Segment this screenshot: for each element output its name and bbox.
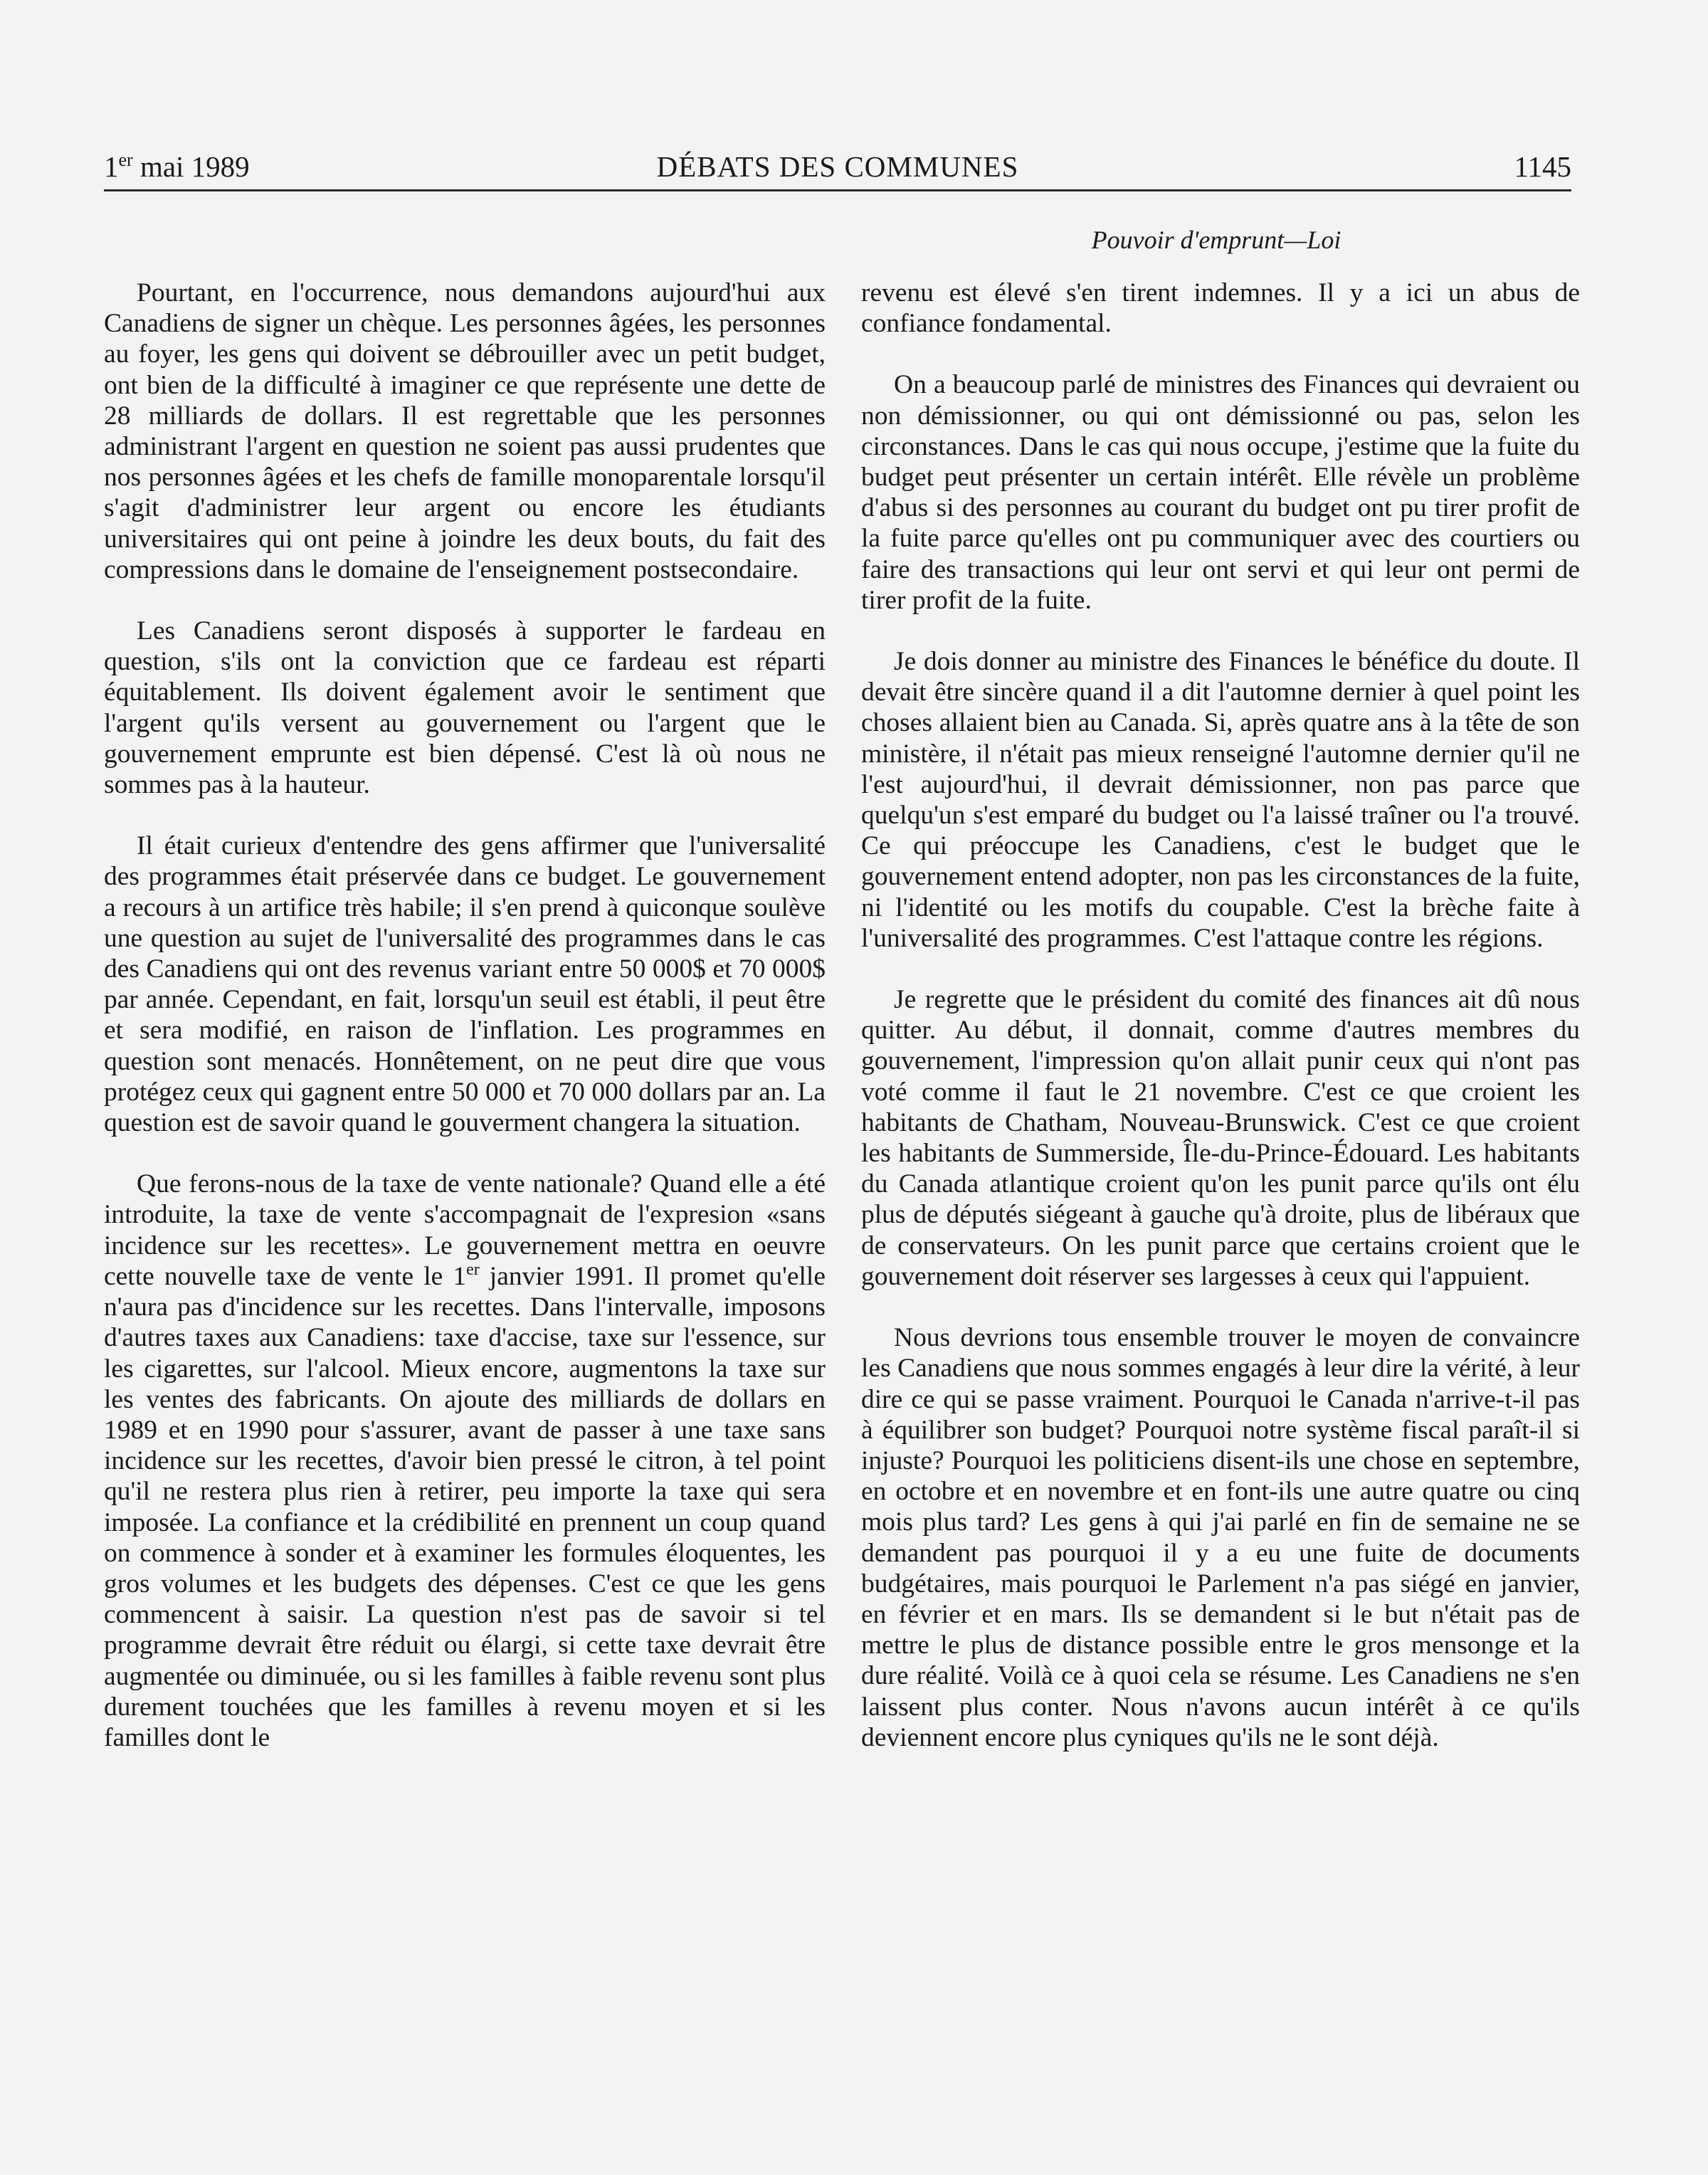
paragraph: Nous devrions tous ensemble trouver le moyen de convaincre les Canadiens que nous sommes engagés à leur dire la vérité, à leur dire ce qui se passe vraiment. Pourquoi le Canada n'arrive-t-il pas à équilibrer son budget? Pourquoi notre système fiscal paraît-il si injuste? Pourquoi les politiciens disent-ils une chose en septembre, en octobre et en novembre et en font-ils une autre quatre ou cinq mois plus tard? Les gens à qui j'ai parlé en fin de semaine ne se demandent pas pourquoi il y a eu une fuite de documents budgétaires, mais pourquoi le Parlement n'a pas siégé en janvier, en février et en mars. Ils se demandent si le but n'était pas de mettre le plus de distance possible entre le gros mensonge et la dure réalité. Voilà ce à quoi cela se résume. Les Canadiens ne s'en laissent plus conter. Nous n'avons aucun intérêt à ce qu'ils deviennent encore plus cyniques qu'ils ne le sont déjà. [861, 1323, 1580, 1752]
paragraph-text: janvier 1991. Il promet qu'elle n'aura pas d'incidence sur les recettes. Dans l'intervalle, imposons d'autres taxes aux Canadiens: taxe d'accise, taxe sur l'essence, sur les cigarettes, sur l'alcool. Mieux encore, augmentons la taxe sur les ventes des fabricants. On ajoute des milliards de dollars en 1989 et en 1990 pour s'assurer, avant de passer à une taxe sans incidence sur les recettes, d'avoir bien pressé le citron, à tel point qu'il ne restera plus rien à retirer, peu importe la taxe qui sera imposée. La confiance et la crédibilité en prennent un coup quand on commence à sonder et à examiner les formules éloquentes, les gros volumes et les budgets des dépenses. C'est ce que les gens commencent à saisir. La question n'est pas de savoir si tel programme devrait être réduit ou élargi, si cette taxe devrait être augmentée ou diminuée, ou si les familles à faible revenu sont plus durement touchées que les familles à revenu moyen et si les familles dont le [104, 1261, 826, 1752]
right-column [861, 278, 1580, 1784]
header-date-day: 1 [104, 150, 119, 183]
paragraph: Les Canadiens seront disposés à supporter le fardeau en question, s'ils ont la conviction que ce fardeau est réparti équitablement. Ils doivent également avoir le sentiment que l'argent qu'ils versent au gouvernement ou l'argent que le gouvernement emprunte est bien dépensé. C'est là où nous ne sommes pas à la hauteur. [104, 616, 826, 800]
page-number: 1145 [1514, 150, 1571, 183]
header-title: DÉBATS DES COMMUNES [656, 150, 1019, 183]
paragraph: Pourtant, en l'occurrence, nous demandons aujourd'hui aux Canadiens de signer un chèque. Les personnes âgées, les personnes au foyer, les gens qui doivent se débrouiller avec un petit budget, ont bien de la difficulté à imaginer ce que représente une dette de 28 milliards de dollars. Il est regrettable que les personnes administrant l'argent en question ne soient pas aussi prudentes que nos personnes âgées et les chefs de famille monoparentale lorsqu'il s'agit d'administrer leur argent ou encore les étudiants universitaires qui ont peine à joindre les deux bouts, du fait des compressions dans le domaine de l'enseignement postsecondaire. [104, 278, 826, 584]
header-rule [104, 189, 1571, 191]
paragraph-continued: revenu est élevé s'en tirent indemnes. Il y a ici un abus de confiance fondamental. [861, 278, 1580, 339]
paragraph-superscript: er [466, 1260, 480, 1279]
paragraph [104, 1169, 826, 1753]
paragraph: Je dois donner au ministre des Finances le bénéfice du doute. Il devait être sincère quand il a dit l'automne dernier à quel point les choses allaient bien au Canada. Si, après quatre ans à la tête de son ministère, il n'était pas mieux renseigné l'automne dernier qu'il ne l'est aujourd'hui, il devrait démissionner, non pas parce que quelqu'un s'est emparé du budget ou l'a laissé traîner ou l'a trouvé. Ce qui préoccupe les Canadiens, c'est le budget que le gouvernement entend adopter, non pas les circonstances de la fuite, ni l'identité ou les motifs du coupable. C'est la brèche faite à l'universalité des programmes. C'est l'attaque contre les régions. [861, 647, 1580, 953]
running-title: Pouvoir d'emprunt—Loi [1091, 226, 1341, 254]
paragraph: On a beaucoup parlé de ministres des Finances qui devraient ou non démissionner, ou qui ont démissionné ou pas, selon les circonstances. Dans le cas qui nous occupe, j'estime que la fuite du budget peut présenter un certain intérêt. Elle révèle un problème d'abus si des personnes au courant du budget ont pu tirer profit de la fuite parce qu'elles ont pu communiquer avec des courtiers ou faire des transactions qui leur ont servi et qui leur ont permi de tirer profit de la fuite. [861, 370, 1580, 615]
page-header [104, 145, 1571, 188]
paragraph-text: Que ferons-nous de la taxe de vente nationale? Quand elle a été introduite, la taxe de vente s'accompagnait de l'expresion «sans incidence sur les recettes». Le gouvernement mettra en oeuvre cette nouvelle taxe de vente le 1 [104, 1169, 826, 1291]
header-date-superscript: er [118, 149, 133, 170]
paragraph: Je regrette que le président du comité des finances ait dû nous quitter. Au début, il donnait, comme d'autres membres du gouvernement, l'impression qu'on allait punir ceux qui n'ont pas voté comme il faut le 21 novembre. C'est ce que croient les habitants de Chatham, Nouveau-Brunswick. C'est ce que croient les habitants de Summerside, Île-du-Prince-Édouard. Les habitants du Canada atlantique croient qu'on les punit parce qu'ils ont élu plus de députés siégeant à gauche qu'à droite, plus de libéraux que de conservateurs. On les punit parce que certains croient que le gouvernement doit réserver ses largesses à ceux qui l'appuient. [861, 985, 1580, 1291]
header-date-rest: mai 1989 [132, 150, 250, 183]
paragraph: Il était curieux d'entendre des gens affirmer que l'universalité des programmes était préservée dans ce budget. Le gouvernement a recours à un artifice très habile; il s'en prend à quiconque soulève une question au sujet de l'universalité des programmes dans le cas des Canadiens qui ont des revenus variant entre 50 000$ et 70 000$ par année. Cependant, en fait, lorsqu'un seuil est établi, il peut être et sera modifié, en raison de l'inflation. Les programmes en question sont menacés. Honnêtement, on ne peut dire que vous protégez ceux qui gagnent entre 50 000 et 70 000 dollars par an. La question est de savoir quand le gouverment changera la situation. [104, 831, 826, 1138]
left-column [104, 278, 826, 1784]
